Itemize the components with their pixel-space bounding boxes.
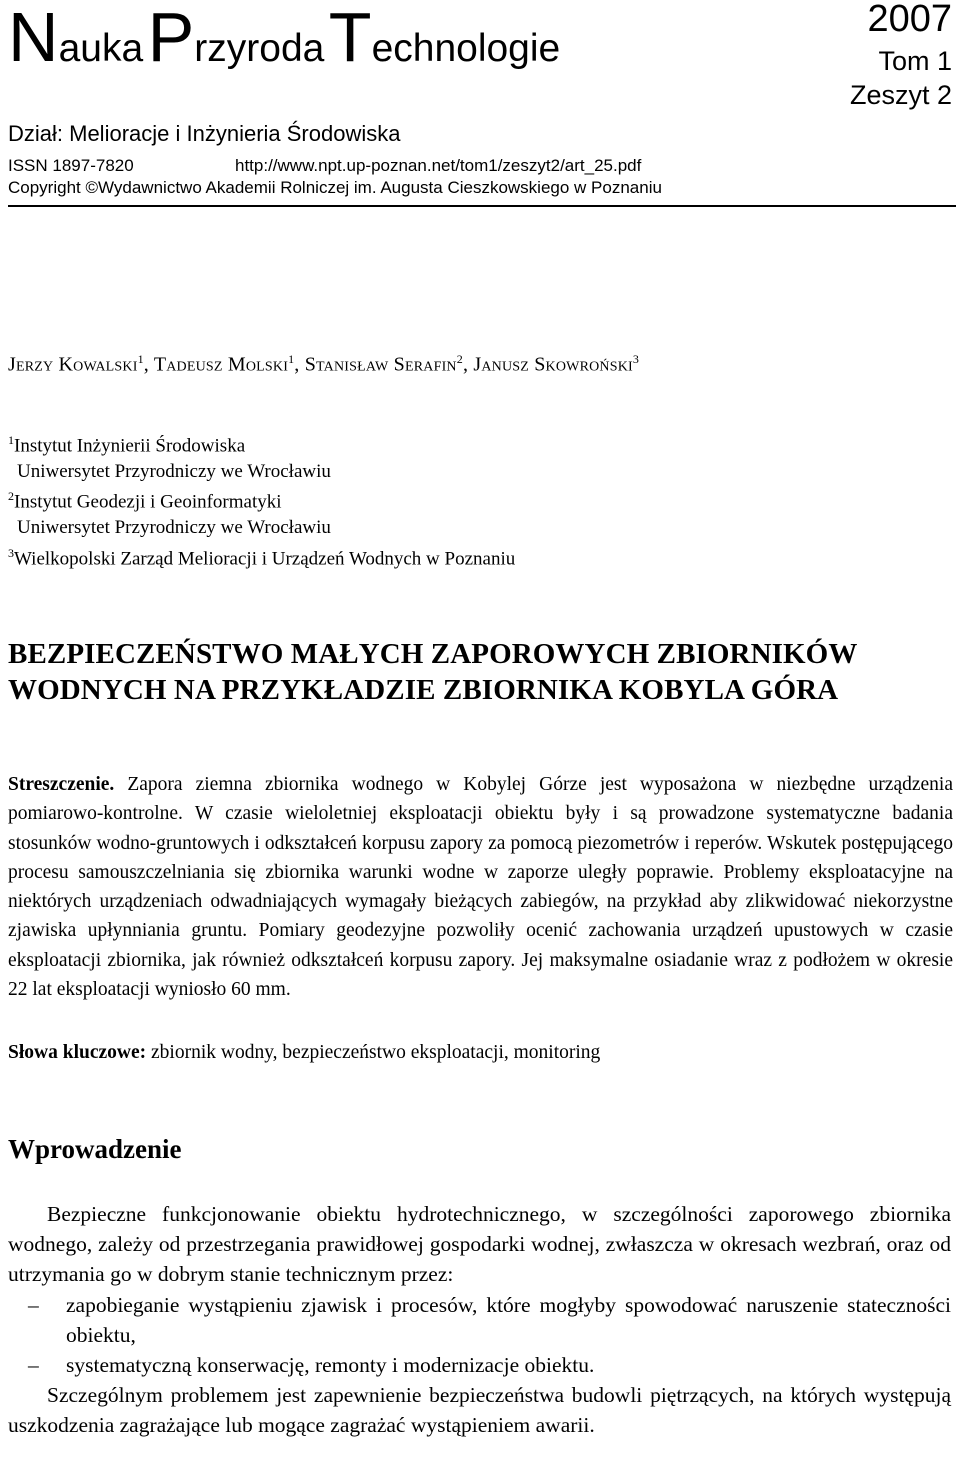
bullet-list (8, 1290, 951, 1381)
journal-year: 2007 (867, 0, 952, 40)
author-affiliation-mark: 1 (288, 352, 295, 366)
affiliation-line (8, 541, 515, 572)
journal-title-initial: P (147, 0, 195, 76)
list-item (8, 1350, 951, 1380)
list-item (8, 1290, 951, 1350)
author-affiliation-mark: 1 (137, 352, 144, 366)
affiliation-text: Wielkopolski Zarząd Melioracji i Urządzeń Wodnych w Poznaniu (14, 547, 516, 569)
abstract-text: Zapora ziemna zbiornika wodnego w Kobylej Górze jest wyposażona w niezbędne urządzenia pomiarowo-kontrolne. W czasie wieloletniej eksploatacji obiektu były i są prowadzone systematyczne badania stosunków wodno-gruntowych i odkształceń korpusu zapory za pomocą piezometrów i reperów. Wskutek postępującego procesu samouszczelniania się zbiornika warunki wodne w zaporze uległy poprawie. Problemy eksploatacyjne na niektórych urządzeniach odwadniających wymagały bieżących zabiegów, na przykład aby zlikwidować niekorzystne zjawiska upłynniania gruntu. Pomiary geodezyjne pozwoliły ocenić zachowania urządzeń upustowych w czasie eksploatacji zbiornika, jak również odkształceń korpusu zapory. Jej maksymalne osiadanie wraz z podłożem w okresie 22 lat eksploatacji wyniosło 60 mm. (8, 774, 953, 1001)
author-name: Jerzy Kowalski (8, 353, 138, 376)
journal-title (8, 0, 561, 76)
section-body (8, 1199, 951, 1441)
journal-title-word: auka (58, 27, 144, 70)
section-heading: Wprowadzenie (8, 1134, 182, 1164)
affiliation-mark: 2 (8, 489, 14, 504)
journal-section: Dział: Melioracje i Inżynieria Środowiska (8, 121, 401, 146)
article-title-line: BEZPIECZEŃSTWO MAŁYCH ZAPOROWYCH ZBIORNIKÓW (8, 638, 858, 670)
affiliations (8, 428, 515, 571)
affiliation-text: Instytut Inżynierii Środowiska (14, 435, 246, 457)
author-affiliation-mark: 2 (456, 352, 463, 366)
dash-bullet: – (28, 1292, 39, 1317)
journal-title-word: rzyroda (194, 27, 325, 70)
keywords-label: Słowa kluczowe: (8, 1042, 147, 1063)
journal-volume: Tom 1 (878, 46, 952, 76)
journal-title-word: echnologie (371, 27, 561, 70)
affiliation-line: Uniwersytet Przyrodniczy we Wrocławiu (17, 460, 331, 482)
affiliation-mark: 1 (8, 433, 14, 447)
dash-bullet: – (28, 1353, 39, 1378)
affiliation-line (8, 484, 515, 515)
header-divider (8, 205, 956, 207)
paragraph: Szczególnym problemem jest zapewnienie bezpieczeństwa budowli piętrzących, na których występują uszkodzenia zagrażające lub mogące zagrażać wystąpieniem awarii. (8, 1383, 951, 1438)
list-item-text: systematyczną konserwację, remonty i modernizacje obiektu. (66, 1353, 595, 1378)
article-title-line: WODNYCH NA PRZYKŁADZIE ZBIORNIKA KOBYLA GÓRA (8, 674, 839, 706)
author-name: Janusz Skowroński (473, 353, 633, 376)
keywords (8, 1040, 953, 1066)
issn: ISSN 1897-7820 (8, 156, 134, 175)
keywords-text: zbiornik wodny, bezpieczeństwo eksploatacji, monitoring (151, 1042, 601, 1063)
journal-title-initial: N (8, 0, 59, 76)
author-list: Jerzy Kowalski$^1$, Tadeusz Molski$^1$, Stanisław Serafin$^2$, Janusz Skowroński$^3$ (8, 352, 640, 376)
journal-title-initial: T (328, 0, 372, 76)
affiliation-line (8, 428, 515, 459)
author-name: Stanisław Serafin (304, 353, 457, 376)
abstract-label: Streszczenie. (8, 774, 115, 795)
article-url[interactable]: http://www.npt.up-poznan.net/tom1/zeszyt2/art_25.pdf (235, 156, 642, 175)
affiliation-text: Instytut Geodezji i Geoinformatyki (14, 491, 282, 513)
paragraph: Bezpieczne funkcjonowanie obiektu hydrotechnicznego, w szczególności zaporowego zbiornika wodnego, zależy od przestrzegania prawidłowej gospodarki wodnej, zwłaszcza w okresach wezbrań, oraz od utrzymania go w dobrym stanie technicznym przez: (8, 1202, 951, 1287)
author-name: Tadeusz Molski (153, 353, 289, 376)
journal-issue: Zeszyt 2 (849, 80, 952, 110)
article-title (8, 636, 953, 708)
copyright-notice: Copyright ©Wydawnictwo Akademii Rolniczej im. Augusta Cieszkowskiego w Poznaniu (8, 178, 662, 197)
affiliation-mark: 3 (8, 545, 14, 560)
list-item-text: zapobieganie wystąpieniu zjawisk i procesów, które mogłyby spowodować naruszenie stateczności obiektu, (66, 1292, 951, 1347)
author-affiliation-mark: 3 (632, 352, 640, 366)
abstract (8, 770, 953, 1004)
affiliation-line: Uniwersytet Przyrodniczy we Wrocławiu (17, 517, 331, 539)
